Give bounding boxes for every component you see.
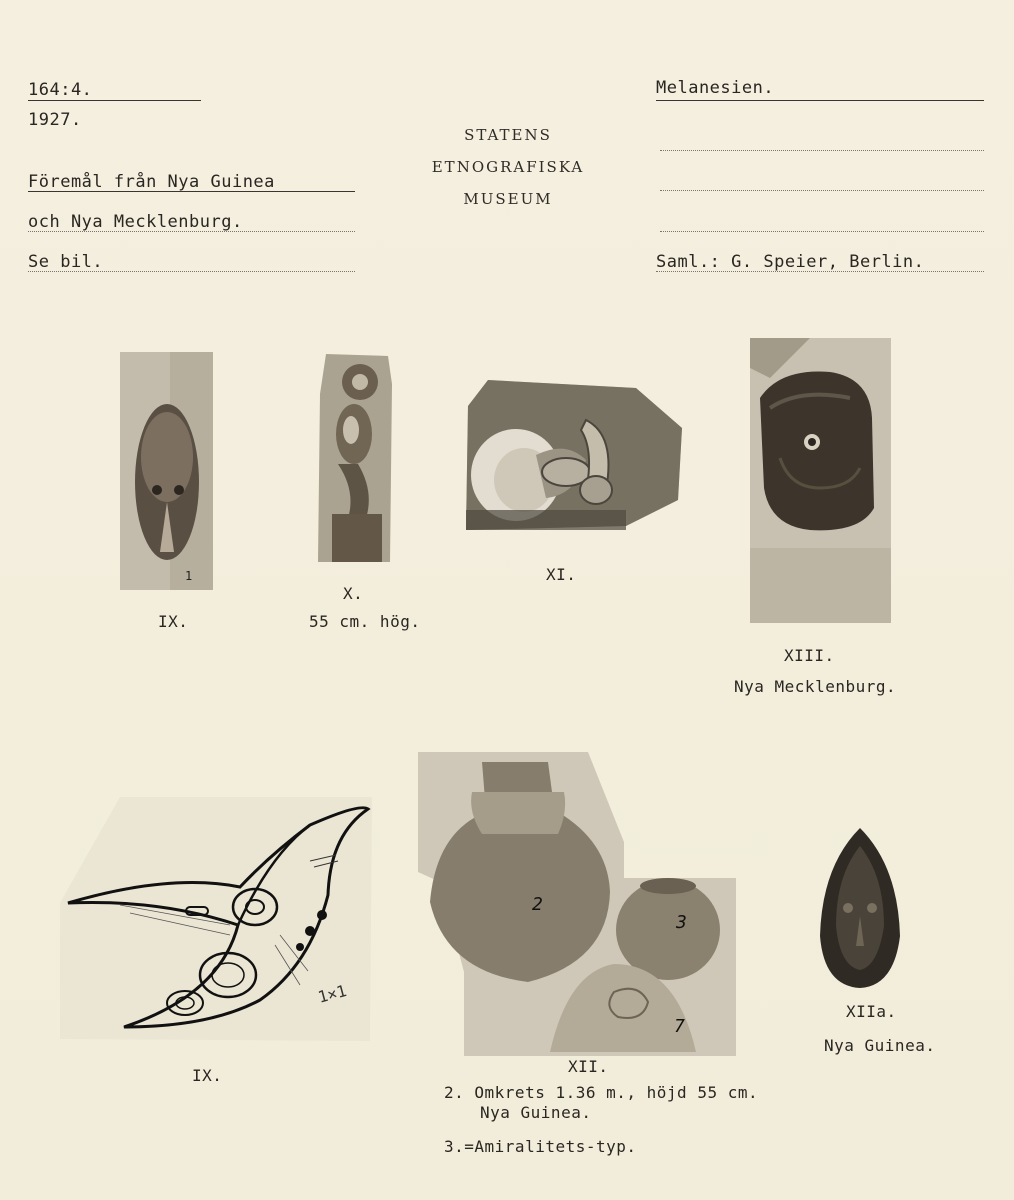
svg-text:1: 1 <box>185 569 193 583</box>
rule <box>28 100 201 101</box>
collection: Saml.: G. Speier, Berlin. <box>656 252 925 272</box>
caption-xiii-note: Nya Mecklenburg. <box>734 677 897 696</box>
caption-xi: XI. <box>546 565 577 584</box>
dotted-rule <box>660 150 984 151</box>
region: Melanesien. <box>656 78 775 98</box>
pot-number-7: 7 <box>674 1016 685 1037</box>
caption-xiia: XIIa. <box>846 1002 897 1021</box>
caption-ix-sketch: IX. <box>192 1066 223 1085</box>
pot-number-2: 2 <box>532 894 543 915</box>
caption-x: X. <box>343 584 364 603</box>
caption-x-note: 55 cm. hög. <box>309 612 421 631</box>
museum-stamp-line-3: MUSEUM <box>463 190 553 208</box>
sketch-ix-drawing <box>60 795 372 1043</box>
photo-x-carving <box>318 354 392 562</box>
description-line-1: Föremål från Nya Guinea <box>28 172 275 192</box>
catalog-number: 164:4. <box>28 80 93 100</box>
description-line-3: Se bil. <box>28 252 104 272</box>
museum-stamp-line-1: STATENS <box>464 126 552 144</box>
rule <box>656 100 984 101</box>
dotted-rule <box>656 271 984 272</box>
sketch-scale-mark: 1×1 <box>315 980 349 1007</box>
photo-xi-masks <box>466 380 682 530</box>
description-line-2: och Nya Mecklenburg. <box>28 212 243 232</box>
caption-ix: IX. <box>158 612 189 631</box>
pot-number-3: 3 <box>676 912 687 933</box>
museum-stamp-line-2: ETNOGRAFISKA <box>431 158 585 176</box>
caption-xiii: XIII. <box>784 646 835 665</box>
caption-xiia-note: Nya Guinea. <box>824 1036 936 1055</box>
dotted-rule <box>660 231 984 232</box>
rule <box>28 191 355 192</box>
caption-xii-note-1: 2. Omkrets 1.36 m., höjd 55 cm. <box>444 1083 759 1102</box>
dotted-rule <box>28 231 355 232</box>
caption-xii-note-2: Nya Guinea. <box>480 1103 592 1122</box>
year: 1927. <box>28 110 82 130</box>
photo-xiia-mask <box>818 826 902 990</box>
dotted-rule <box>660 190 984 191</box>
photo-xii-pots <box>418 752 736 1056</box>
photo-xiii-head <box>750 338 891 623</box>
caption-xii-note-3: 3.=Amiralitets-typ. <box>444 1137 637 1156</box>
dotted-rule <box>28 271 355 272</box>
caption-xii: XII. <box>568 1057 609 1076</box>
photo-ix-mask <box>120 352 213 590</box>
